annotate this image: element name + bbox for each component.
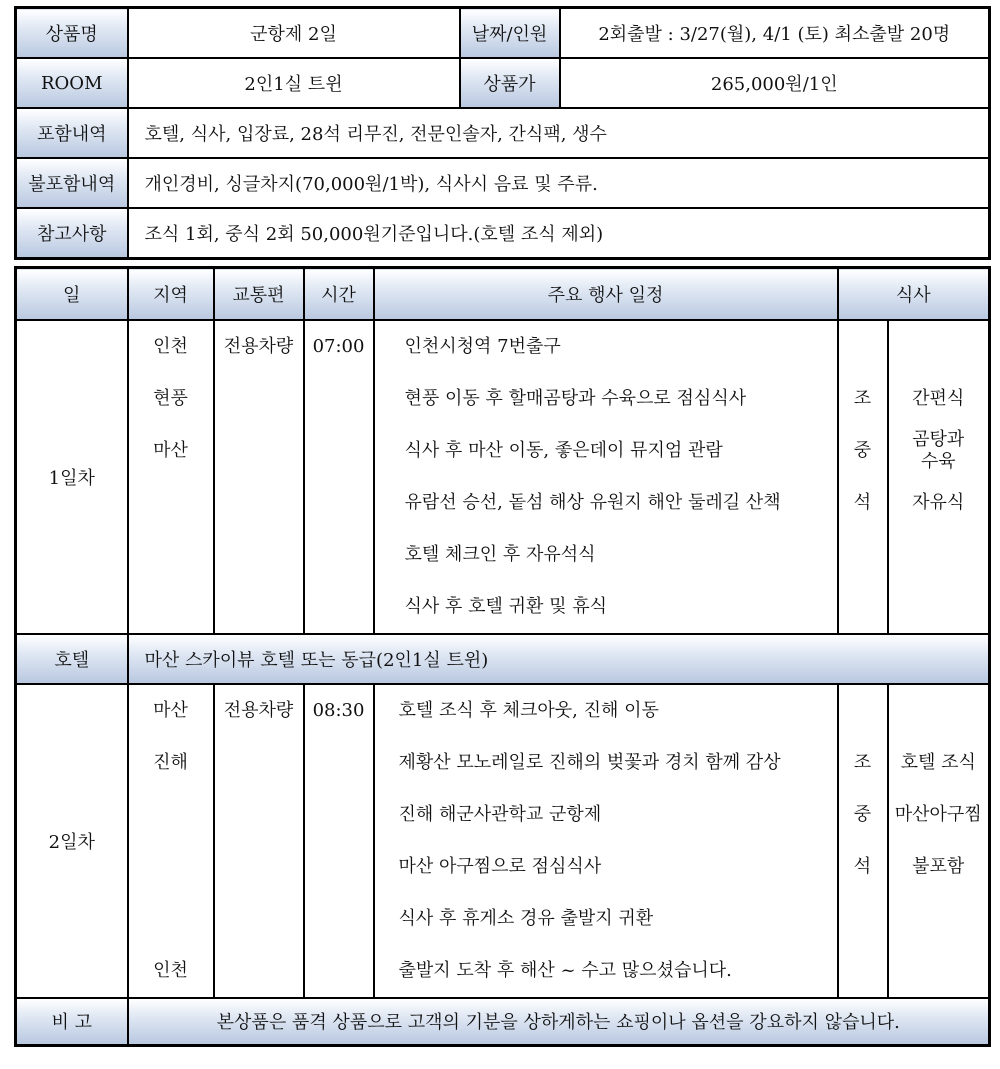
hotel-row (16, 634, 990, 684)
day2-region: 진해 (153, 751, 188, 773)
remark-row (16, 998, 990, 1046)
day1-region: 인천 (153, 335, 188, 357)
day1-item: 인천시청역 7번출구 (404, 335, 561, 357)
hotel-value: 마산 스카이뷰 호텔 또는 동급(2인1실 트윈) (128, 634, 990, 684)
remark-value: 본상품은 품격 상품으로 고객의 기분을 상하게하는 쇼핑이나 옵션을 강요하지 않습니다. (128, 998, 990, 1046)
day2-meal-type: 중 (853, 803, 872, 825)
header-itinerary: 주요 행사 일정 (374, 268, 838, 320)
day2-meal-type: 석 (853, 855, 872, 877)
day1-item: 식사 후 마산 이동, 좋은데이 뮤지엄 관람 (404, 439, 723, 461)
day2-regions (128, 684, 214, 998)
day1-time: 07:00 (312, 335, 365, 357)
note-value: 조식 1회, 중식 2회 50,000원기준입니다.(호텔 조식 제외) (128, 208, 990, 259)
day2-item: 출발지 도착 후 해산 ~ 수고 많으셨습니다. (398, 959, 732, 981)
day2-meal: 호텔 조식 (900, 751, 976, 773)
day1-item: 식사 후 호텔 귀환 및 휴식 (404, 595, 607, 617)
header-time: 시간 (304, 268, 374, 320)
exclude-label: 불포함내역 (16, 158, 128, 208)
day1-label: 1일차 (16, 320, 128, 634)
header-transport: 교통편 (214, 268, 304, 320)
hotel-label: 호텔 (16, 634, 128, 684)
day1-transport: 전용차량 (223, 335, 294, 357)
day2-item: 식사 후 휴게소 경유 출발지 귀환 (398, 907, 654, 929)
day2-item: 제황산 모노레일로 진해의 벚꽃과 경치 함께 감상 (398, 751, 781, 773)
day1-region: 현풍 (153, 387, 188, 409)
header-day: 일 (16, 268, 128, 320)
day2-region (129, 893, 213, 945)
day1-time-cell (304, 320, 374, 634)
date-label: 날짜/인원 (460, 8, 560, 59)
day2-itinerary (374, 684, 838, 998)
price-value: 265,000원/1인 (560, 58, 990, 108)
include-row (16, 108, 990, 158)
day2-meals (888, 684, 990, 998)
day2-item: 마산 아구찜으로 점심식사 (398, 855, 602, 877)
include-label: 포함내역 (16, 108, 128, 158)
day1-regions (128, 320, 214, 634)
day1-meal: 자유식 (912, 491, 965, 513)
room-row (16, 58, 990, 108)
product-label: 상품명 (16, 8, 128, 59)
day2-time-cell (304, 684, 374, 998)
day2-meal-type: 조 (853, 751, 872, 773)
day2-meal-types (838, 684, 888, 998)
price-label: 상품가 (460, 58, 560, 108)
note-label: 참고사항 (16, 208, 128, 259)
day1-meal-types (838, 320, 888, 634)
header-region: 지역 (128, 268, 214, 320)
day2-region (129, 789, 213, 841)
product-row (16, 8, 990, 59)
day1-meal: 곰탕과 수육 (912, 428, 965, 472)
day1-row (16, 320, 990, 634)
date-value: 2회출발 : 3/27(월), 4/1 (토) 최소출발 20명 (560, 8, 990, 59)
day1-region: 마산 (153, 439, 188, 461)
remark-label: 비 고 (16, 998, 128, 1046)
day2-meal: 마산아구찜 (894, 803, 982, 825)
day2-item: 호텔 조식 후 체크아웃, 진해 이동 (398, 699, 659, 721)
day1-item: 현풍 이동 후 할매곰탕과 수육으로 점심식사 (404, 387, 747, 409)
schedule-table (14, 266, 991, 1047)
room-label: ROOM (16, 58, 128, 108)
room-value: 2인1실 트윈 (128, 58, 460, 108)
note-row (16, 208, 990, 259)
day2-meal: 불포함 (912, 855, 965, 877)
product-info-table (14, 6, 991, 260)
include-value: 호텔, 식사, 입장료, 28석 리무진, 전문인솔자, 간식팩, 생수 (128, 108, 990, 158)
day1-meal-type: 석 (853, 491, 872, 513)
day1-transport-cell (214, 320, 304, 634)
day1-meal: 간편식 (912, 387, 965, 409)
day1-meal-type: 조 (853, 387, 872, 409)
day2-item: 진해 해군사관학교 군항제 (398, 803, 602, 825)
day2-row (16, 684, 990, 998)
exclude-value: 개인경비, 싱글차지(70,000원/1박), 식사시 음료 및 주류. (128, 158, 990, 208)
day2-region (129, 841, 213, 893)
day2-label: 2일차 (16, 684, 128, 998)
day2-region: 마산 (153, 699, 188, 721)
day1-item: 유람선 승선, 돝섬 해상 유원지 해안 둘레길 산책 (404, 491, 781, 513)
day2-transport-cell (214, 684, 304, 998)
day2-region: 인천 (153, 959, 188, 981)
exclude-row (16, 158, 990, 208)
tour-sheet (14, 6, 988, 1047)
day1-item: 호텔 체크인 후 자유석식 (404, 543, 596, 565)
product-value: 군항제 2일 (128, 8, 460, 59)
schedule-header-row (16, 268, 990, 320)
day1-meals (888, 320, 990, 634)
header-meal: 식사 (838, 268, 990, 320)
day2-time: 08:30 (312, 699, 365, 721)
day1-meal-type: 중 (853, 439, 872, 461)
day2-transport: 전용차량 (223, 699, 294, 721)
day1-itinerary (374, 320, 838, 634)
